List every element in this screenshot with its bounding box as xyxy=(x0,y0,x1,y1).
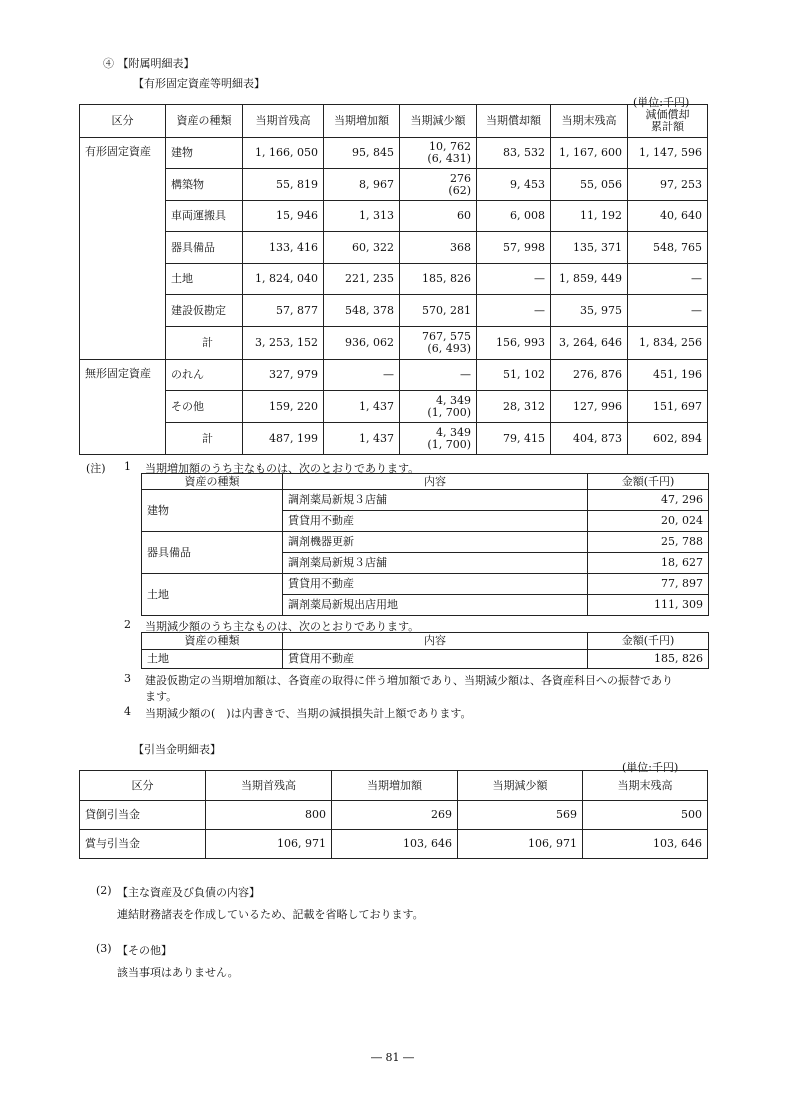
note1-header-row xyxy=(142,474,709,490)
asset-type-cell: 器具備品 xyxy=(166,232,243,264)
note2-header-row xyxy=(142,633,709,650)
fixed-assets-row xyxy=(80,169,708,201)
impairment-loss-note: (62) xyxy=(448,183,471,197)
header-begin-balance: 当期首残高 xyxy=(243,105,324,138)
end-balance-cell: 55, 056 xyxy=(551,169,628,201)
decrease-cell: 60 xyxy=(400,201,477,232)
depreciation-cell: 28, 312 xyxy=(477,391,551,423)
note3-number: 3 xyxy=(124,672,131,685)
accumulated-depreciation-cell: 97, 253 xyxy=(628,169,708,201)
accumulated-depreciation-cell: 451, 196 xyxy=(628,360,708,391)
note1-header-amount: 金額(千円) xyxy=(588,474,709,490)
decrease-cell xyxy=(400,423,477,455)
end-balance-cell: 1, 859, 449 xyxy=(551,264,628,295)
accumulated-depreciation-cell: 602, 894 xyxy=(628,423,708,455)
note-content-cell: 賃貸用不動産 xyxy=(283,511,588,532)
fixed-assets-row xyxy=(80,201,708,232)
note3-text-line1: 建設仮勘定の当期増加額は、各資産の取得に伴う増加額であり、当期減少額は、各資産科目への振替であり xyxy=(145,674,673,687)
increase-cell: 936, 062 xyxy=(324,327,400,360)
impairment-loss-note: (6, 493) xyxy=(427,342,471,355)
begin-balance-cell: 159, 220 xyxy=(243,391,324,423)
decrease-value: 276 xyxy=(450,171,471,185)
increase-cell: 1, 437 xyxy=(324,423,400,455)
accumulated-depreciation-cell: 1, 147, 596 xyxy=(628,138,708,169)
note-table-row xyxy=(142,650,709,669)
decrease-cell: 570, 281 xyxy=(400,295,477,327)
note-amount-cell: 47, 296 xyxy=(588,490,709,511)
end-balance-cell: 11, 192 xyxy=(551,201,628,232)
fixed-assets-title: 【有形固定資産等明細表】 xyxy=(133,77,265,90)
asset-type-cell: 構築物 xyxy=(166,169,243,201)
fixed-assets-row xyxy=(80,360,708,391)
note-content-cell: 賃貸用不動産 xyxy=(283,574,588,595)
decrease-cell xyxy=(400,169,477,201)
fixed-assets-body xyxy=(80,138,708,455)
end-balance-cell: 35, 975 xyxy=(551,295,628,327)
increase-cell: — xyxy=(324,360,400,391)
header-accumulated-depreciation: 減価償却 累計額 xyxy=(628,105,708,138)
decrease-cell xyxy=(400,138,477,169)
section2-number: (2) xyxy=(96,884,112,897)
note-table-row xyxy=(142,490,709,511)
increase-cell: 221, 235 xyxy=(324,264,400,295)
note2-number: 2 xyxy=(124,618,131,631)
increase-cell: 95, 845 xyxy=(324,138,400,169)
allowance-name-cell: 賞与引当金 xyxy=(80,830,206,859)
fixed-assets-unit: (単位:千円) xyxy=(633,96,690,109)
note-asset-type-cell: 土地 xyxy=(142,650,283,669)
note2-header-type: 資産の種類 xyxy=(142,633,283,650)
decrease-value: 4, 349 xyxy=(436,393,471,407)
header-decrease: 当期減少額 xyxy=(400,105,477,138)
begin-balance-cell: 15, 946 xyxy=(243,201,324,232)
total-label: 計 xyxy=(166,327,243,360)
note-asset-type-cell: 器具備品 xyxy=(142,532,283,574)
accumulated-depreciation-cell: — xyxy=(628,264,708,295)
allowance-decrease-cell: 569 xyxy=(458,801,583,830)
allowances-title: 【引当金明細表】 xyxy=(133,743,221,756)
asset-type-cell: その他 xyxy=(166,391,243,423)
depreciation-cell: 6, 008 xyxy=(477,201,551,232)
asset-type-cell: 建物 xyxy=(166,138,243,169)
fixed-assets-row xyxy=(80,295,708,327)
allowance-name-cell: 貸倒引当金 xyxy=(80,801,206,830)
note3-text-line2: ます。 xyxy=(145,690,178,703)
end-balance-cell: 135, 371 xyxy=(551,232,628,264)
header-depreciation: 当期償却額 xyxy=(477,105,551,138)
fixed-assets-table xyxy=(79,104,708,455)
page-number: ― 81 ― xyxy=(371,1051,414,1064)
note1-header-type: 資産の種類 xyxy=(142,474,283,490)
decrease-value: 4, 349 xyxy=(436,425,471,439)
note-amount-cell: 77, 897 xyxy=(588,574,709,595)
allowances-row xyxy=(80,801,708,830)
decrease-cell: 368 xyxy=(400,232,477,264)
fixed-assets-row xyxy=(80,232,708,264)
allowances-header-decrease: 当期減少額 xyxy=(458,771,583,801)
begin-balance-cell: 133, 416 xyxy=(243,232,324,264)
note-amount-cell: 25, 788 xyxy=(588,532,709,553)
note-asset-type-cell: 建物 xyxy=(142,490,283,532)
allowances-header-row xyxy=(80,771,708,801)
note-content-cell: 調剤薬局新規出店用地 xyxy=(283,595,588,616)
header-end-balance: 当期末残高 xyxy=(551,105,628,138)
impairment-loss-note: (1, 700) xyxy=(427,405,471,419)
note2-header-content: 内容 xyxy=(283,633,588,650)
allowance-end-cell: 103, 646 xyxy=(583,830,708,859)
asset-type-cell: のれん xyxy=(166,360,243,391)
allowances-unit: (単位:千円) xyxy=(622,761,679,774)
note1-number: 1 xyxy=(124,460,131,473)
header-category: 区分 xyxy=(80,105,166,138)
allowance-increase-cell: 103, 646 xyxy=(332,830,458,859)
begin-balance-cell: 3, 253, 152 xyxy=(243,327,324,360)
depreciation-cell: 156, 993 xyxy=(477,327,551,360)
end-balance-cell: 3, 264, 646 xyxy=(551,327,628,360)
section2-text: 連結財務諸表を作成しているため、記載を省略しております。 xyxy=(117,908,424,921)
asset-type-cell: 車両運搬具 xyxy=(166,201,243,232)
category-tangible: 有形固定資産 xyxy=(80,138,166,360)
begin-balance-cell: 1, 166, 050 xyxy=(243,138,324,169)
fixed-assets-row xyxy=(80,391,708,423)
note2-body xyxy=(142,650,709,669)
section4-title: ④ 【附属明細表】 xyxy=(103,57,195,70)
increase-cell: 548, 378 xyxy=(324,295,400,327)
note2-text: 当期減少額のうち主なものは、次のとおりであります。 xyxy=(145,620,420,633)
section3-text: 該当事項はありません。 xyxy=(117,966,239,979)
note2-table xyxy=(141,632,709,669)
section2-title: 【主な資産及び負債の内容】 xyxy=(117,886,260,899)
note-content-cell: 調剤機器更新 xyxy=(283,532,588,553)
depreciation-cell: — xyxy=(477,295,551,327)
allowance-end-cell: 500 xyxy=(583,801,708,830)
fixed-assets-row xyxy=(80,264,708,295)
section3-number: (3) xyxy=(96,942,112,955)
decrease-value: 10, 762 xyxy=(429,140,471,153)
depreciation-cell: 57, 998 xyxy=(477,232,551,264)
allowances-header-increase: 当期増加額 xyxy=(332,771,458,801)
header-asset-type: 資産の種類 xyxy=(166,105,243,138)
begin-balance-cell: 327, 979 xyxy=(243,360,324,391)
depreciation-cell: 9, 453 xyxy=(477,169,551,201)
allowance-increase-cell: 269 xyxy=(332,801,458,830)
allowances-header-category: 区分 xyxy=(80,771,206,801)
note1-table xyxy=(141,473,709,616)
accumulated-depreciation-cell: — xyxy=(628,295,708,327)
allowances-table xyxy=(79,770,708,859)
begin-balance-cell: 487, 199 xyxy=(243,423,324,455)
fixed-assets-row xyxy=(80,138,708,169)
allowances-header-end: 当期末残高 xyxy=(583,771,708,801)
decrease-cell xyxy=(400,327,477,360)
note1-header-content: 内容 xyxy=(283,474,588,490)
note4-number: 4 xyxy=(124,705,131,718)
fixed-assets-row xyxy=(80,327,708,360)
note-amount-cell: 185, 826 xyxy=(588,650,709,669)
begin-balance-cell: 1, 824, 040 xyxy=(243,264,324,295)
begin-balance-cell: 57, 877 xyxy=(243,295,324,327)
decrease-cell xyxy=(400,391,477,423)
decrease-cell: 185, 826 xyxy=(400,264,477,295)
depreciation-cell: — xyxy=(477,264,551,295)
accumulated-depreciation-cell: 151, 697 xyxy=(628,391,708,423)
increase-cell: 1, 437 xyxy=(324,391,400,423)
increase-cell: 8, 967 xyxy=(324,169,400,201)
end-balance-cell: 404, 873 xyxy=(551,423,628,455)
note-amount-cell: 111, 309 xyxy=(588,595,709,616)
accumulated-depreciation-cell: 40, 640 xyxy=(628,201,708,232)
section3-title: 【その他】 xyxy=(117,944,172,957)
begin-balance-cell: 55, 819 xyxy=(243,169,324,201)
note1-body xyxy=(142,490,709,616)
note-table-row xyxy=(142,532,709,553)
end-balance-cell: 1, 167, 600 xyxy=(551,138,628,169)
note4-text: 当期減少額の( )は内書きで、当期の減損損失計上額であります。 xyxy=(145,707,472,720)
allowances-header-begin: 当期首残高 xyxy=(206,771,332,801)
note-amount-cell: 18, 627 xyxy=(588,553,709,574)
fixed-assets-header-row xyxy=(80,105,708,138)
decrease-value: 767, 575 xyxy=(422,330,471,343)
header-increase: 当期増加額 xyxy=(324,105,400,138)
accumulated-depreciation-cell: 548, 765 xyxy=(628,232,708,264)
asset-type-cell: 土地 xyxy=(166,264,243,295)
allowance-begin-cell: 106, 971 xyxy=(206,830,332,859)
allowance-begin-cell: 800 xyxy=(206,801,332,830)
total-label: 計 xyxy=(166,423,243,455)
impairment-loss-note: (6, 431) xyxy=(427,152,471,165)
notes-prefix: (注) xyxy=(86,462,106,475)
note1-text: 当期増加額のうち主なものは、次のとおりであります。 xyxy=(145,462,420,475)
note-content-cell: 賃貸用不動産 xyxy=(283,650,588,669)
depreciation-cell: 83, 532 xyxy=(477,138,551,169)
depreciation-cell: 51, 102 xyxy=(477,360,551,391)
asset-type-cell: 建設仮勘定 xyxy=(166,295,243,327)
allowance-decrease-cell: 106, 971 xyxy=(458,830,583,859)
fixed-assets-row xyxy=(80,423,708,455)
note2-header-amount: 金額(千円) xyxy=(588,633,709,650)
decrease-cell: — xyxy=(400,360,477,391)
note-asset-type-cell: 土地 xyxy=(142,574,283,616)
allowances-row xyxy=(80,830,708,859)
note-content-cell: 調剤薬局新規３店舗 xyxy=(283,553,588,574)
depreciation-cell: 79, 415 xyxy=(477,423,551,455)
impairment-loss-note: (1, 700) xyxy=(427,437,471,451)
accumulated-depreciation-cell: 1, 834, 256 xyxy=(628,327,708,360)
note-amount-cell: 20, 024 xyxy=(588,511,709,532)
note-table-row xyxy=(142,574,709,595)
category-intangible: 無形固定資産 xyxy=(80,360,166,455)
increase-cell: 60, 322 xyxy=(324,232,400,264)
note-content-cell: 調剤薬局新規３店舗 xyxy=(283,490,588,511)
allowances-body xyxy=(80,801,708,859)
increase-cell: 1, 313 xyxy=(324,201,400,232)
end-balance-cell: 276, 876 xyxy=(551,360,628,391)
end-balance-cell: 127, 996 xyxy=(551,391,628,423)
